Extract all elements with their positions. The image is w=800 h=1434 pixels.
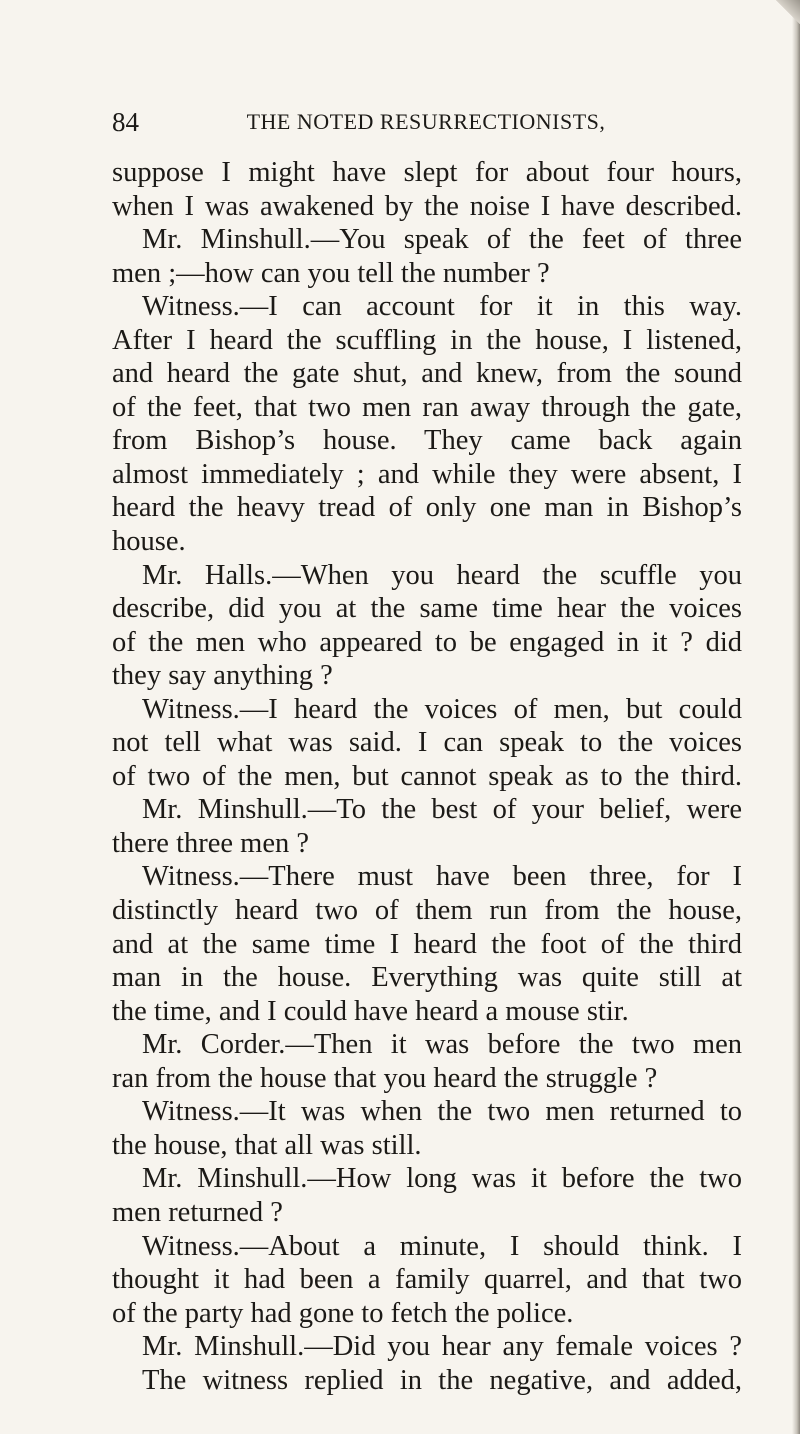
text-line: Witness.—I heard the voices of men, but could xyxy=(142,693,742,725)
text-line: distinctly heard two of them run from the house, xyxy=(112,895,742,927)
text-line: ran from the house that you heard the struggle ? xyxy=(112,1062,658,1094)
text-line: Witness.—I can account for it in this way. xyxy=(142,291,742,323)
text-line: men returned ? xyxy=(112,1196,283,1228)
text-line: Witness.—About a minute, I should think. I xyxy=(142,1230,742,1262)
text-line: almost immediately ; and while they were absent, I xyxy=(112,458,742,490)
text-line: and heard the gate shut, and knew, from the sound xyxy=(112,358,742,390)
text-line: Mr. Minshull.—To the best of your belief, were xyxy=(142,794,742,826)
text-line: suppose I might have slept for about four hours, xyxy=(112,157,742,188)
page-header xyxy=(112,104,740,140)
text-line: of two of the men, but cannot speak as to the third. xyxy=(112,760,742,792)
text-line: from Bishop’s house. They came back again xyxy=(112,425,742,457)
text-line: men ;—how can you tell the number ? xyxy=(112,257,550,289)
text-line: house. xyxy=(112,526,186,558)
text-line: when I was awakened by the noise I have described. xyxy=(112,190,742,222)
text-line: they say anything ? xyxy=(112,660,333,692)
text-line: of the feet, that two men ran away through the gate, xyxy=(112,391,742,423)
text-line: Mr. Corder.—Then it was before the two men xyxy=(142,1029,742,1061)
text-line: and at the same time I heard the foot of the third xyxy=(112,928,742,960)
text-line: thought it had been a family quarrel, and that two xyxy=(112,1264,742,1296)
text-line: the house, that all was still. xyxy=(112,1129,422,1161)
body-text xyxy=(112,156,742,1397)
text-line: of the party had gone to fetch the police. xyxy=(112,1297,574,1329)
text-line: Mr. Minshull.—How long was it before the two xyxy=(142,1163,742,1195)
text-line: there three men ? xyxy=(112,827,310,859)
page-number: 84 xyxy=(112,107,139,137)
text-line: After I heard the scuffling in the house, I listened, xyxy=(112,324,742,356)
text-line: not tell what was said. I can speak to the voices xyxy=(112,727,742,759)
text-line: man in the house. Everything was quite still at xyxy=(112,962,742,994)
text-line: heard the heavy tread of only one man in Bishop’s xyxy=(112,492,742,524)
text-line: of the men who appeared to be engaged in it ? did xyxy=(112,626,742,658)
text-line: Mr. Minshull.—You speak of the feet of three xyxy=(142,224,742,256)
text-line: Mr. Halls.—When you heard the scuffle you xyxy=(142,559,742,591)
text-line: the time, and I could have heard a mouse stir. xyxy=(112,995,629,1027)
page-edge-shadow xyxy=(792,0,800,1434)
page-corner-fold xyxy=(776,0,800,24)
text-line: Mr. Minshull.—Did you hear any female voices ? xyxy=(142,1331,742,1363)
text-line: Witness.—It was when the two men returned to xyxy=(142,1096,742,1128)
text-line: describe, did you at the same time hear the voices xyxy=(112,593,742,625)
text-line: The witness replied in the negative, and added, xyxy=(142,1364,742,1396)
running-title: THE NOTED RESURRECTIONISTS, xyxy=(246,109,606,134)
text-line: Witness.—There must have been three, for I xyxy=(142,861,742,893)
